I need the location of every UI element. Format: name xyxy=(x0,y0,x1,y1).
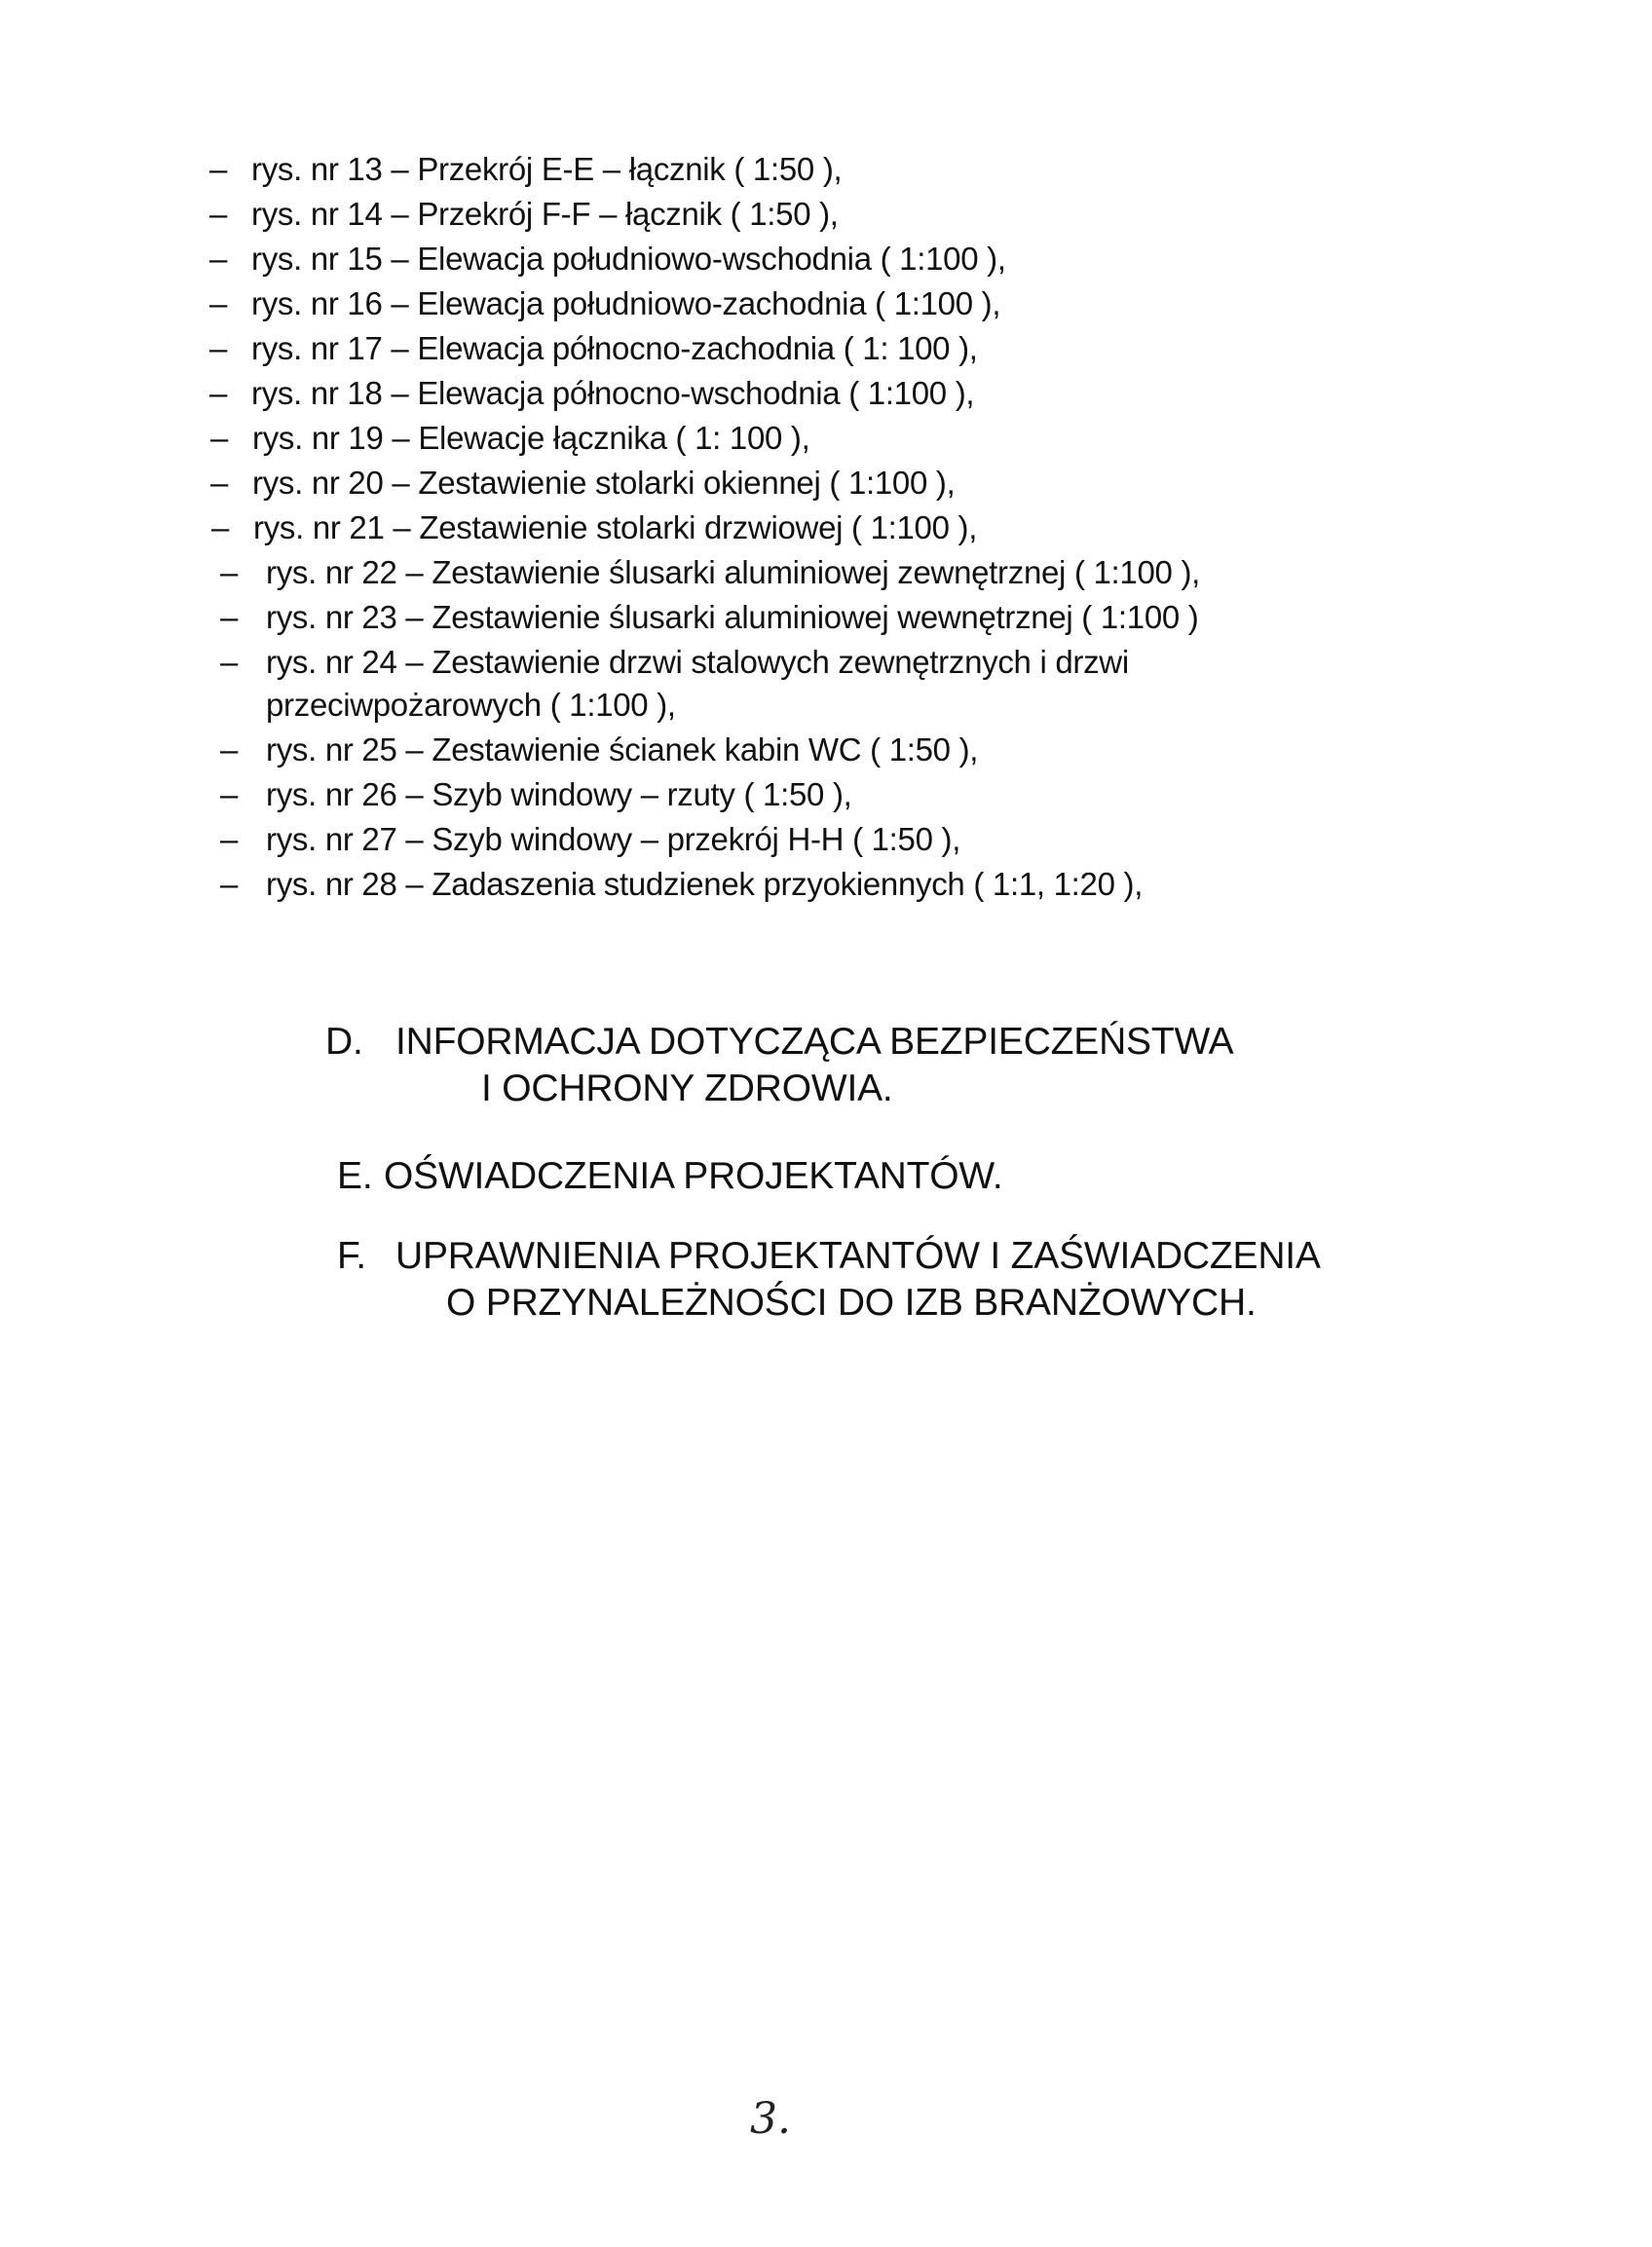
list-dash: – xyxy=(220,644,239,680)
drawing-list xyxy=(0,0,1652,974)
section-letter: E. xyxy=(337,1155,373,1197)
list-dash: – xyxy=(209,241,228,277)
list-item-text: rys. nr 25 – Zestawienie ścianek kabin WC ( 1:50 ), xyxy=(266,731,979,768)
list-item-text: rys. nr 26 – Szyb windowy – rzuty ( 1:50 ), xyxy=(266,776,852,812)
section-title: UPRAWNIENIA PROJEKTANTÓW I ZAŚWIADCZENIA xyxy=(395,1235,1321,1277)
list-dash: – xyxy=(210,420,229,456)
list-dash: – xyxy=(220,821,239,857)
list-dash: – xyxy=(209,196,228,232)
list-dash: – xyxy=(209,375,228,411)
list-item-text: rys. nr 19 – Elewacje łącznika ( 1: 100 ), xyxy=(252,420,810,456)
section-title-line2: O PRZYNALEŻNOŚCI DO IZB BRANŻOWYCH. xyxy=(446,1282,1257,1324)
section-letter: D. xyxy=(325,1021,363,1063)
list-item-text: rys. nr 24 – Zestawienie drzwi stalowych zewnętrznych i drzwi xyxy=(266,644,1129,680)
list-dash: – xyxy=(220,866,239,902)
list-dash: – xyxy=(209,330,228,366)
section-title: INFORMACJA DOTYCZĄCA BEZPIECZEŃSTWA xyxy=(395,1021,1234,1063)
list-item-text: rys. nr 14 – Przekrój F-F – łącznik ( 1:50 ), xyxy=(251,196,839,232)
section-title: OŚWIADCZENIA PROJEKTANTÓW. xyxy=(384,1155,1003,1197)
list-item-text: rys. nr 15 – Elewacja południowo-wschodnia ( 1:100 ), xyxy=(251,241,1006,277)
list-dash: – xyxy=(211,509,230,545)
list-item-text: rys. nr 28 – Zadaszenia studzienek przyokiennych ( 1:1, 1:20 ), xyxy=(266,866,1144,902)
list-item-text: rys. nr 27 – Szyb windowy – przekrój H-H ( 1:50 ), xyxy=(266,821,961,857)
list-dash: – xyxy=(210,465,229,501)
list-dash: – xyxy=(220,776,239,812)
page-number-handwritten: 3. xyxy=(750,2094,791,2144)
list-dash: – xyxy=(220,731,239,768)
section-letter: F. xyxy=(337,1235,366,1277)
list-item-text: rys. nr 13 – Przekrój E-E – łącznik ( 1:50 ), xyxy=(251,151,843,187)
list-dash: – xyxy=(209,285,228,321)
list-item-text: rys. nr 23 – Zestawienie ślusarki aluminiowej wewnętrznej ( 1:100 ) xyxy=(266,599,1199,635)
list-item-text: rys. nr 16 – Elewacja południowo-zachodnia ( 1:100 ), xyxy=(251,285,1001,321)
section-title-line2: I OCHRONY ZDROWIA. xyxy=(481,1067,893,1109)
list-item-text: rys. nr 20 – Zestawienie stolarki okiennej ( 1:100 ), xyxy=(252,465,956,501)
list-item-text: rys. nr 17 – Elewacja północno-zachodnia ( 1: 100 ), xyxy=(251,330,978,366)
list-item-text: rys. nr 22 – Zestawienie ślusarki aluminiowej zewnętrznej ( 1:100 ), xyxy=(266,554,1201,590)
list-dash: – xyxy=(220,554,239,590)
list-item-text: rys. nr 18 – Elewacja północno-wschodnia ( 1:100 ), xyxy=(251,375,975,411)
list-dash: – xyxy=(220,599,239,635)
list-item-text: rys. nr 21 – Zestawienie stolarki drzwiowej ( 1:100 ), xyxy=(253,509,978,545)
list-dash: – xyxy=(209,151,228,187)
list-item-continuation: przeciwpożarowych ( 1:100 ), xyxy=(266,687,676,723)
